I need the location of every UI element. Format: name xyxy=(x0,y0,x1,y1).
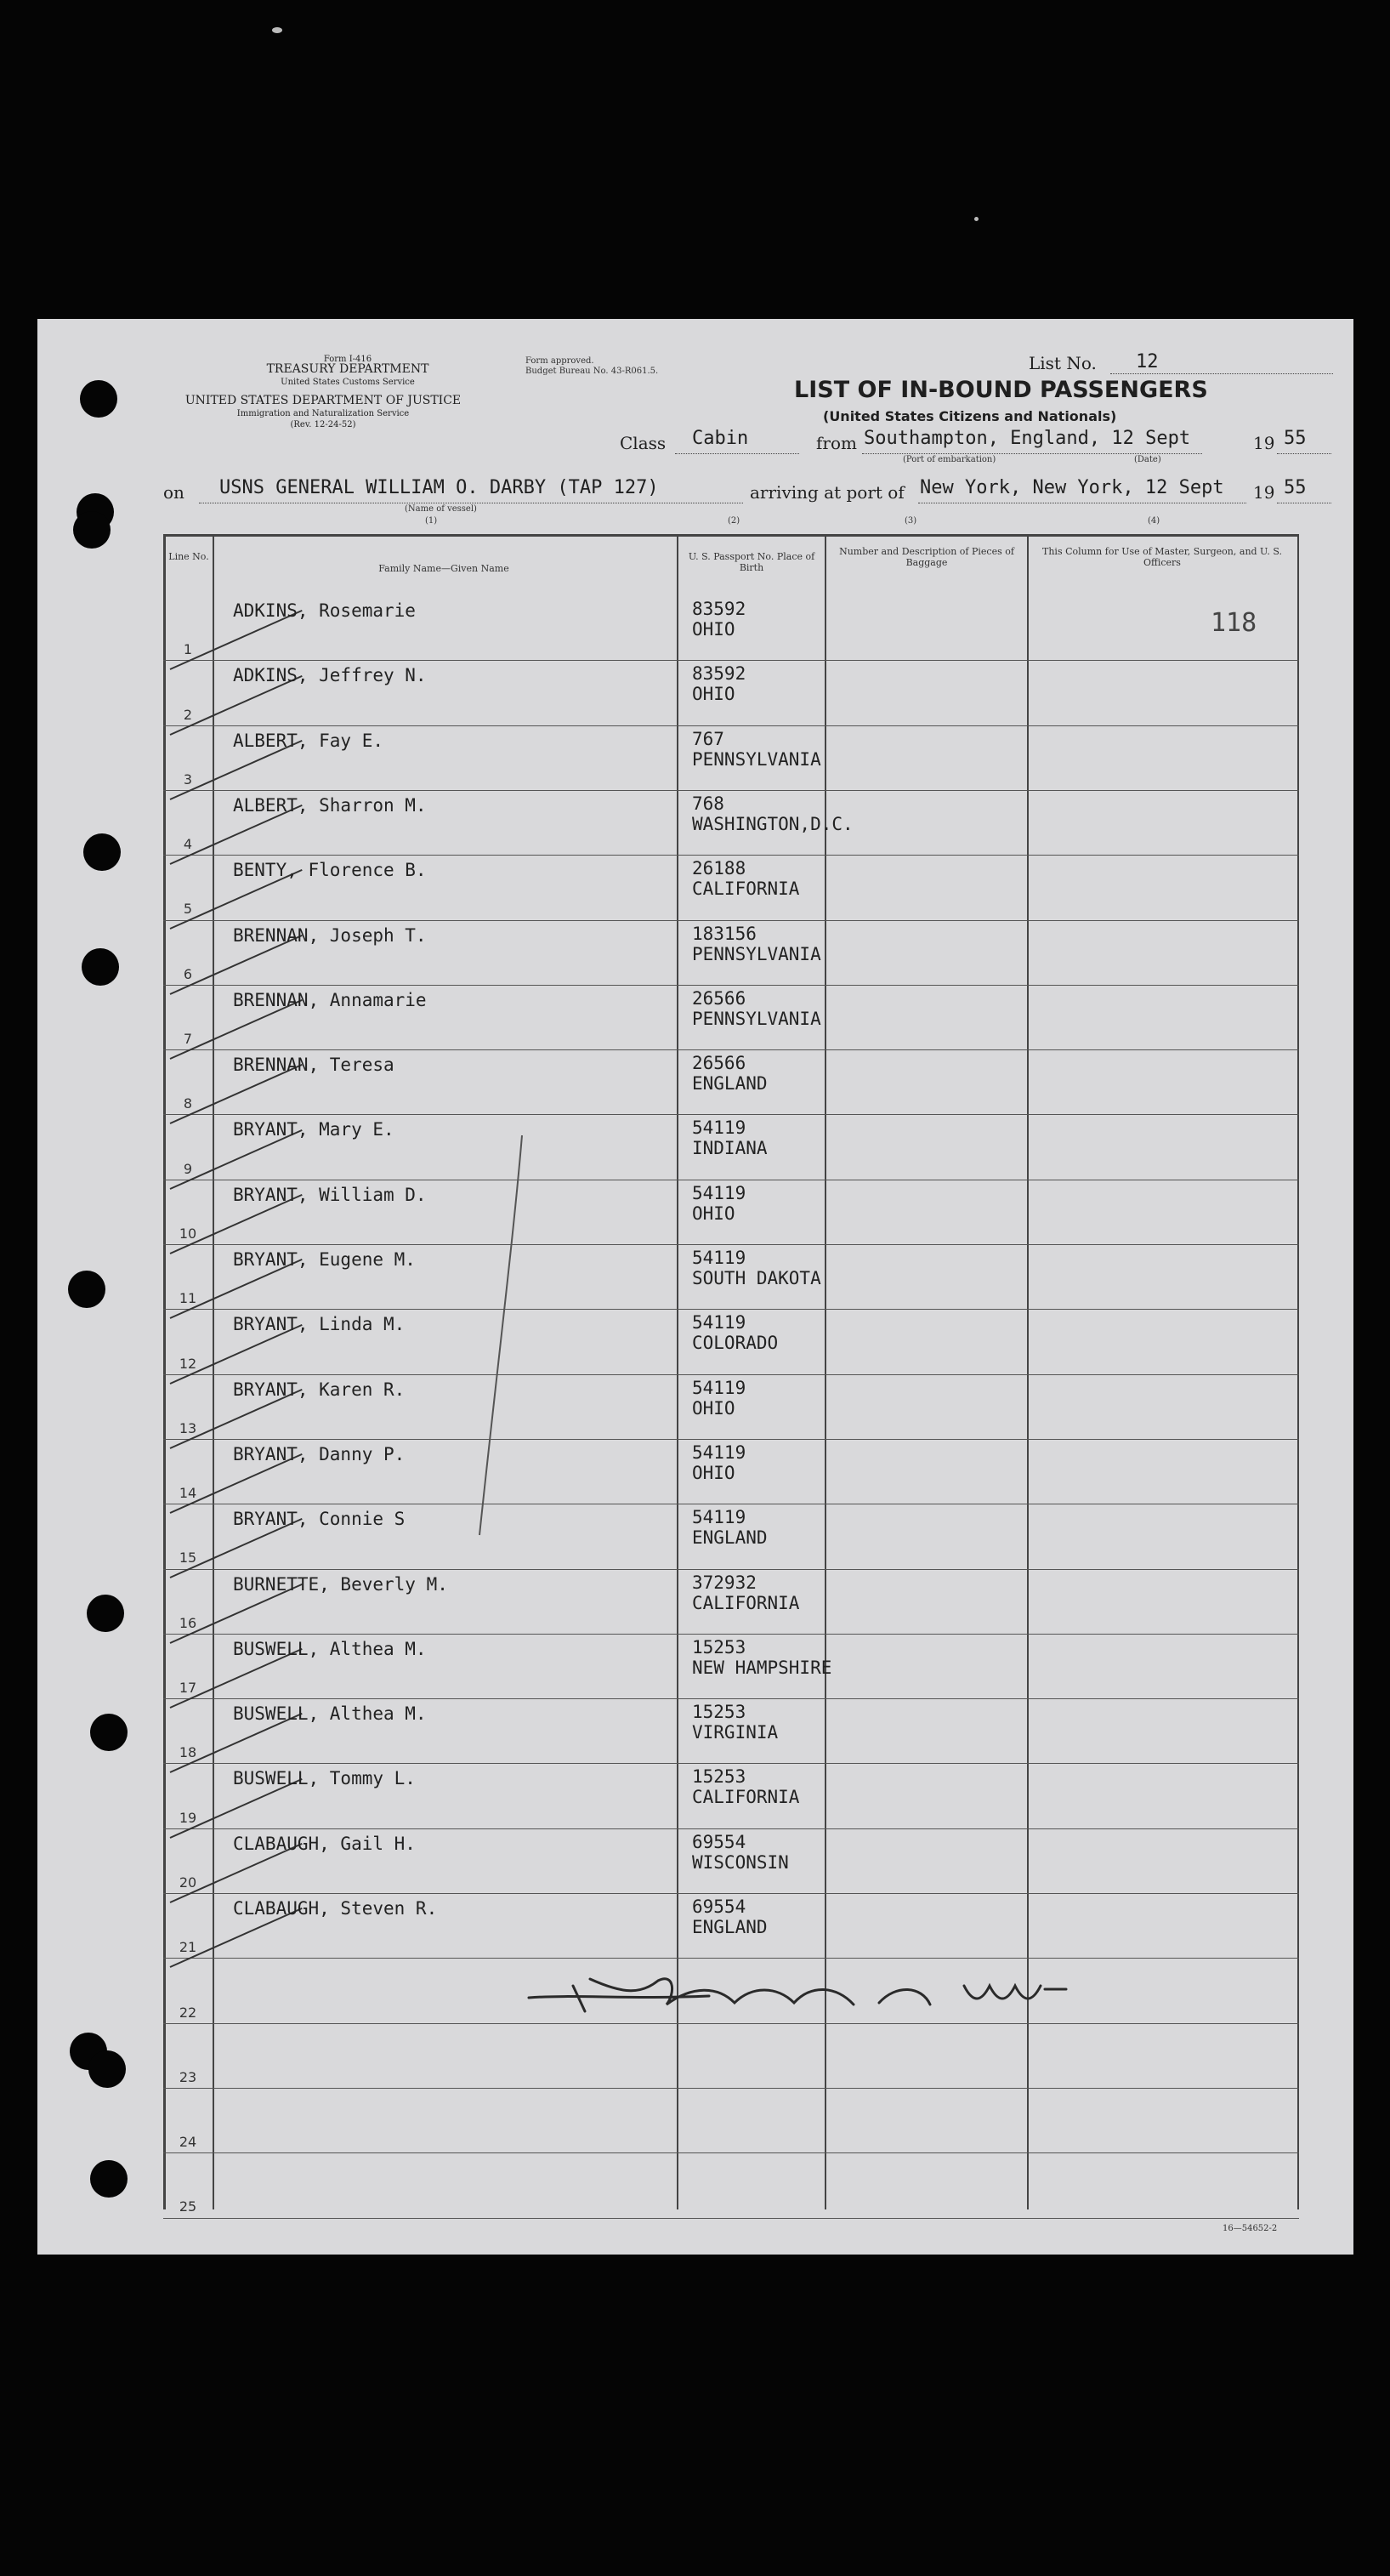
table-top-rule xyxy=(163,534,1299,537)
table-row xyxy=(163,2088,1299,2152)
line-number: 11 xyxy=(179,1290,197,1307)
passenger-name: BUSWELL, Althea M. xyxy=(233,1703,427,1725)
line-number: 10 xyxy=(179,1225,197,1242)
on-label: on xyxy=(163,482,184,503)
line-number: 23 xyxy=(179,2068,197,2085)
arrival-year: 55 xyxy=(1284,477,1307,498)
from-year: 55 xyxy=(1284,428,1307,449)
header-passport: U. S. Passport No. Place of Birth xyxy=(688,551,815,573)
arriving-label: arriving at port of xyxy=(750,482,905,503)
passenger-name: ALBERT, Fay E. xyxy=(233,730,384,751)
table-row xyxy=(163,2152,1299,2217)
passport-number: 54119 xyxy=(692,1312,746,1333)
page-subtitle: (United States Citizens and Nationals) xyxy=(823,408,1117,424)
line-number: 1 xyxy=(183,641,193,658)
table-row xyxy=(163,1309,1299,1373)
from-label: from xyxy=(816,433,857,453)
punch-hole xyxy=(80,380,117,418)
justice-department: UNITED STATES DEPARTMENT OF JUSTICE xyxy=(184,394,462,407)
passport-number: 83592 xyxy=(692,663,746,685)
table-row xyxy=(163,790,1299,855)
birthplace: OHIO xyxy=(692,1462,735,1483)
table-row xyxy=(163,1634,1299,1698)
line-number: 7 xyxy=(183,1031,193,1048)
table-row xyxy=(163,1114,1299,1179)
column-number: (1) xyxy=(425,516,438,526)
line-number: 5 xyxy=(183,901,193,918)
passport-number: 54119 xyxy=(692,1377,746,1398)
line-number: 21 xyxy=(179,1939,197,1956)
line-number: 14 xyxy=(179,1485,197,1502)
dust-speck xyxy=(272,27,282,33)
list-no-label: List No. xyxy=(1029,353,1097,373)
birthplace: CALIFORNIA xyxy=(692,1592,800,1613)
passenger-name: BRENNAN, Annamarie xyxy=(233,989,427,1010)
passport-number: 54119 xyxy=(692,1182,746,1203)
passport-number: 26566 xyxy=(692,1053,746,1074)
passport-number: 54119 xyxy=(692,1117,746,1139)
passport-number: 26188 xyxy=(692,858,746,879)
passenger-name: BRYANT, William D. xyxy=(233,1184,427,1205)
line-number: 24 xyxy=(179,2134,197,2151)
column-number: (3) xyxy=(905,516,917,526)
form-approval: Form approved. xyxy=(525,356,594,366)
table-row xyxy=(163,1244,1299,1309)
birthplace: PENNSYLVANIA xyxy=(692,943,821,964)
punch-hole xyxy=(82,948,119,986)
from-value: Southampton, England, 12 Sept xyxy=(864,428,1191,449)
birthplace: OHIO xyxy=(692,684,735,705)
birthplace: VIRGINIA xyxy=(692,1722,779,1743)
column-number: (4) xyxy=(1148,516,1160,526)
table-row xyxy=(163,855,1299,919)
class-label: Class xyxy=(620,433,667,453)
table-row xyxy=(163,660,1299,725)
passenger-name: BRYANT, Karen R. xyxy=(233,1379,406,1400)
form-number: Form I-416 xyxy=(323,355,372,364)
punch-hole xyxy=(90,2160,128,2198)
dust-speck xyxy=(974,217,979,221)
passport-number: 15253 xyxy=(692,1702,746,1723)
vessel-name: USNS GENERAL WILLIAM O. DARBY (TAP 127) xyxy=(219,477,659,498)
birthplace: CALIFORNIA xyxy=(692,1787,800,1808)
birthplace: NEW HAMPSHIRE xyxy=(692,1657,832,1678)
table-row xyxy=(163,1180,1299,1244)
birthplace: COLORADO xyxy=(692,1333,779,1354)
passenger-name: ALBERT, Sharron M. xyxy=(233,794,427,816)
passenger-table xyxy=(163,534,1299,2215)
table-row xyxy=(163,1569,1299,1634)
line-number: 20 xyxy=(179,1874,197,1891)
table-row xyxy=(163,1828,1299,1893)
passenger-name: BRYANT, Mary E. xyxy=(233,1119,394,1140)
table-row xyxy=(163,1439,1299,1504)
row-rule xyxy=(163,2218,1299,2219)
passenger-name: ADKINS, Rosemarie xyxy=(233,600,416,621)
table-row xyxy=(163,595,1299,660)
column-number: (2) xyxy=(728,516,740,526)
punch-hole xyxy=(73,511,111,549)
from-year-line xyxy=(1277,453,1331,454)
page-title: LIST OF IN-BOUND PASSENGERS xyxy=(794,377,1208,403)
birthplace: PENNSYLVANIA xyxy=(692,1008,821,1029)
table-row xyxy=(163,1374,1299,1439)
immigration-service: Immigration and Naturalization Service xyxy=(236,409,410,418)
passenger-name: BRENNAN, Teresa xyxy=(233,1055,394,1076)
birthplace: PENNSYLVANIA xyxy=(692,748,821,770)
passport-number: 69554 xyxy=(692,1831,746,1852)
margin-pencil-line xyxy=(471,1135,530,1544)
table-row xyxy=(163,1893,1299,1958)
treasury-department: TREASURY DEPARTMENT xyxy=(266,362,429,376)
passenger-name: BUSWELL, Tommy L. xyxy=(233,1768,416,1789)
handwritten-annotation: 118 xyxy=(1211,608,1257,638)
table-row xyxy=(163,985,1299,1049)
birthplace: WASHINGTON,D.C. xyxy=(692,813,854,834)
budget-bureau: Budget Bureau No. 43-R061.5. xyxy=(525,367,659,376)
passport-number: 54119 xyxy=(692,1507,746,1528)
punch-hole xyxy=(87,1595,124,1632)
passport-number: 54119 xyxy=(692,1442,746,1463)
table-row xyxy=(163,2023,1299,2088)
passenger-name: CLABAUGH, Steven R. xyxy=(233,1898,438,1919)
arrival-value: New York, New York, 12 Sept xyxy=(920,477,1224,498)
line-number: 25 xyxy=(179,2198,197,2215)
passenger-name: BRYANT, Connie S xyxy=(233,1509,406,1530)
passenger-name: BENTY, Florence B. xyxy=(233,860,427,881)
passenger-name: BUSWELL, Althea M. xyxy=(233,1638,427,1659)
passport-number: 768 xyxy=(692,793,724,814)
passport-number: 83592 xyxy=(692,599,746,619)
passenger-name: BRYANT, Danny P. xyxy=(233,1443,406,1464)
birthplace: CALIFORNIA xyxy=(692,879,800,900)
line-number: 19 xyxy=(179,1809,197,1826)
passenger-name: ADKINS, Jeffrey N. xyxy=(233,665,427,686)
header-line-no: Line No. xyxy=(168,551,209,562)
line-number: 6 xyxy=(183,965,193,982)
passenger-name: BRYANT, Linda M. xyxy=(233,1314,406,1335)
line-number: 3 xyxy=(183,771,193,788)
line-number: 22 xyxy=(179,2004,197,2021)
birthplace: INDIANA xyxy=(692,1138,768,1159)
footer-code: 16—54652-2 xyxy=(1223,2224,1278,2233)
header-name: Family Name—Given Name xyxy=(378,563,509,574)
passport-number: 372932 xyxy=(692,1572,757,1593)
date-caption: (Date) xyxy=(1134,455,1161,464)
birthplace: ENGLAND xyxy=(692,1917,768,1937)
line-number: 2 xyxy=(183,706,193,723)
header-officers: This Column for Use of Master, Surgeon, and U. S. Officers xyxy=(1042,546,1282,568)
port-embark-caption: (Port of embarkation) xyxy=(903,455,996,464)
vessel-caption: (Name of vessel) xyxy=(405,504,477,514)
list-no-value: 12 xyxy=(1136,351,1159,372)
arrival-year-prefix: 19 xyxy=(1253,482,1275,503)
passenger-name: CLABAUGH, Gail H. xyxy=(233,1833,416,1854)
passport-number: 767 xyxy=(692,728,724,749)
form-revision: (Rev. 12-24-52) xyxy=(290,420,356,429)
passport-number: 183156 xyxy=(692,923,757,944)
list-no-line xyxy=(1110,373,1333,374)
table-row xyxy=(163,1504,1299,1568)
line-number: 13 xyxy=(179,1419,197,1436)
table-row xyxy=(163,920,1299,985)
punch-hole xyxy=(68,1271,105,1308)
punch-hole xyxy=(90,1714,128,1751)
from-line xyxy=(862,453,1202,454)
birthplace: SOUTH DAKOTA xyxy=(692,1268,821,1288)
passenger-name: BRYANT, Eugene M. xyxy=(233,1249,416,1270)
table-row xyxy=(163,1698,1299,1763)
passport-number: 15253 xyxy=(692,1636,746,1658)
table-row xyxy=(163,1049,1299,1114)
customs-service: United States Customs Service xyxy=(281,378,415,387)
birthplace: ENGLAND xyxy=(692,1073,768,1095)
birthplace: WISCONSIN xyxy=(692,1851,789,1873)
punch-hole xyxy=(83,833,121,871)
passenger-manifest-sheet xyxy=(37,319,1353,2255)
passenger-name: BURNETTE, Beverly M. xyxy=(233,1573,448,1595)
line-number: 9 xyxy=(183,1160,193,1177)
passenger-name: BRENNAN, Joseph T. xyxy=(233,924,427,946)
passport-number: 26566 xyxy=(692,987,746,1009)
line-number: 4 xyxy=(183,836,193,853)
line-number: 15 xyxy=(179,1550,197,1567)
birthplace: OHIO xyxy=(692,1203,735,1224)
line-number: 12 xyxy=(179,1355,197,1372)
birthplace: ENGLAND xyxy=(692,1527,768,1549)
line-number: 16 xyxy=(179,1614,197,1631)
table-row xyxy=(163,725,1299,790)
birthplace: OHIO xyxy=(692,1397,735,1419)
birthplace: OHIO xyxy=(692,619,735,640)
from-year-prefix: 19 xyxy=(1253,433,1275,453)
class-value: Cabin xyxy=(692,428,749,449)
table-row xyxy=(163,1763,1299,1828)
line-number: 18 xyxy=(179,1744,197,1761)
line-number: 17 xyxy=(179,1680,197,1697)
passport-number: 54119 xyxy=(692,1248,746,1268)
header-baggage: Number and Description of Pieces of Baggage xyxy=(839,546,1014,568)
punch-hole xyxy=(88,2050,126,2088)
handwritten-signature xyxy=(522,1960,1083,2028)
passport-number: 15253 xyxy=(692,1766,746,1788)
line-number: 8 xyxy=(183,1095,193,1112)
class-line xyxy=(675,453,799,454)
passport-number: 69554 xyxy=(692,1896,746,1917)
